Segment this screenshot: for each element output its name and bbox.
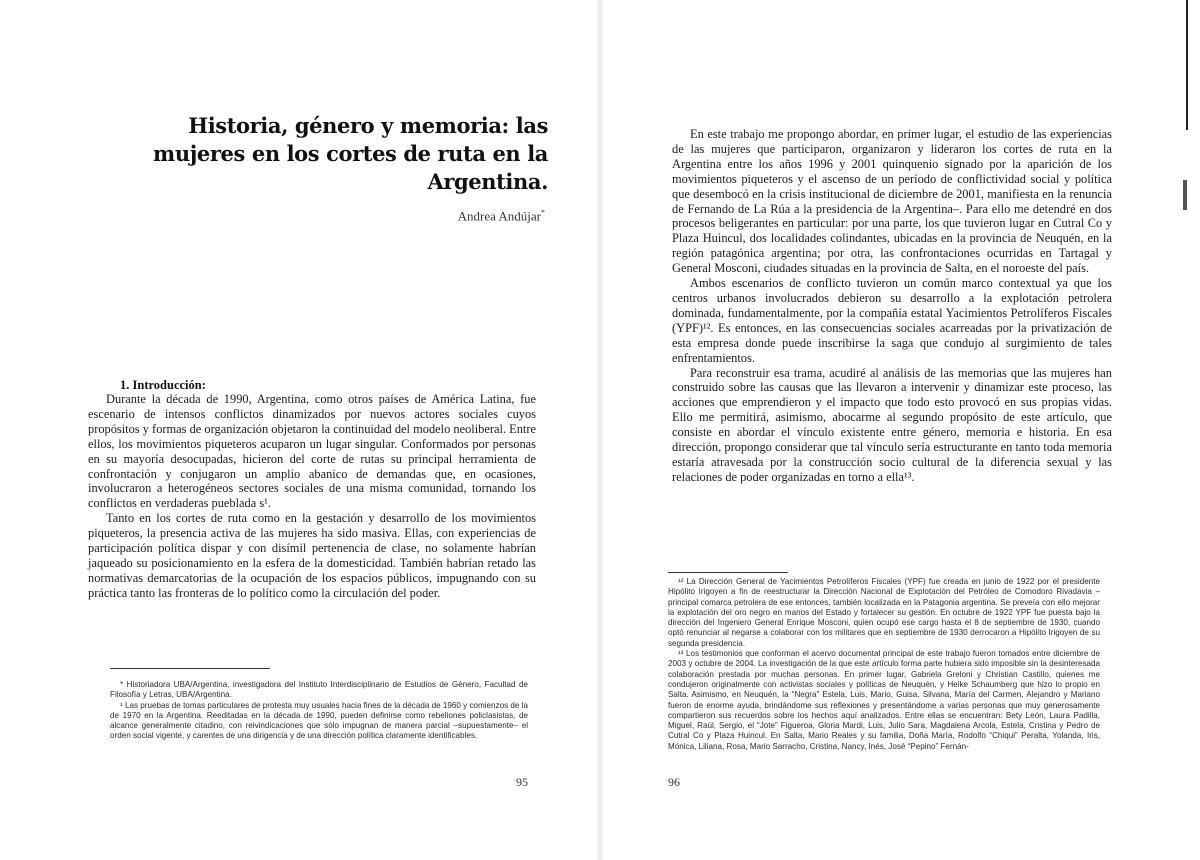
footnote-separator — [110, 668, 270, 669]
paragraph: Ambos escenarios de conflicto tuvieron un común marco contextual ya que los centros urbanos involucrados debieron su desarrollo a la explotación petrolera dominada, fundamentalmente, por la compañía estatal Yacimientos Petrolíferos Fiscales (YPF)¹². Es entonces, en las consecuencias sociales acarreadas por la privatización de esta empresa donde puede inscribirse la saga que condujo al surgimiento de tales enfrentamientos. — [672, 276, 1112, 365]
paragraph: Durante la década de 1990, Argentina, como otros países de América Latina, fue escenario de intensos conflictos dinamizados por nuevos actores sociales cuyos propósitos y formas de organización objetaron la continuidad del modelo neoliberal. Entre ellos, los movimientos piqueteros acuparon un lugar singular. Conformados por personas en su mayoría desocupadas, hicieron del corte de rutas su principal herramienta de confrontación y conjugaron un amplio abanico de demandas que, en ocasiones, involucraron a heterogéneos sectores sociales de una misma comunidad, tornando los conflictos en verdaderas pueblada s¹. — [88, 392, 536, 511]
footnote: * Historiadora UBA/Argentina, investigadora del Instituto Interdisciplinario de Estudios de Género, Facultad de Filosofía y Letras, UBA/Argentina. — [110, 680, 528, 700]
paragraph: Para reconstruir esa trama, acudiré al análisis de las memorias que las mujeres han construido sobre las causas que las llevaron a intervenir y dinamizar este proceso, las acciones que emprendieron y el impacto que todo esto provocó en sus propias vidas. Ello me permitirá, asimismo, abocarme al segundo propósito de este artículo, que consiste en abordar el vínculo existente entre género, memoria e historia. En esa dirección, propongo considerar que tal vínculo sería estructurante en tanto toda memoria estaría atravesada por la construcción socio cultural de la diferencia sexual y las relaciones de poder organizadas en torno a ella¹³. — [672, 365, 1112, 484]
footnote: ¹ Las pruebas de tomas particulares de protesta muy usuales hacia fines de la década de 1960 y comienzos de la de 1970 en la Argentina. Reeditadas en la década de 1990, pueden definirse como rebeliones policlasistas, de alcance generalmente citadino, con reivindicaciones que sólo impugnan de manera parcial –supuestamente– el orden social vigente, y carentes de una dirigencia y de una dirección política claramente identificables. — [110, 700, 528, 741]
author-name: Andrea Andújar — [457, 208, 541, 224]
footnote: ¹² La Dirección General de Yacimientos Petrolíferos Fiscales (YPF) fue creada en junio de 1922 por el presidente Hipólito Irigoyen a fin de reestructurar la Dirección Nacional de Explotación del Petróleo de Comodoro Rivadavia –principal comarca petrolera de ese entonces, también localizada en la Patagonia argentina. Se preveía con ello mejorar la explotación del oro negro en manos del Estado y fortalecer su gestión. En octubre de 1922 YPF fue puesta bajo la dirección del Ingeniero General Enrique Mosconi, quien ocupó ese cargo hasta el 8 de septiembre de 1930, cuando optó renunciar al negarse a colaborar con los militares que en septiembre de 1930 derrocaron a Hipólito Irigoyen de su segunda presidencia. — [668, 577, 1100, 648]
author-line — [380, 208, 545, 224]
left-body-text — [88, 392, 536, 601]
footnote-separator — [668, 572, 788, 573]
right-body-text — [672, 127, 1112, 485]
footnote: ¹³ Los testimonios que conforman el acervo documental principal de este trabajo fueron tomados entre diciembre de 2003 y octubre de 2004. La investigación de la que este artículo forma parte hubiera sido imposible sin la desinteresada colaboración prestada por muchas personas. En primer lugar, Gabriela Greloni y Christian Castillo, quienes me condujeron originalmente con activistas sociales y políticas de Neuquén, y Heike Schaumberg que hizo lo propio en Salta. Asimismo, en Neuquén, la “Negra” Estela, Luis, Mario, Guisa, Silvana, María del Carmen, Alejandro y Mariano fueron de enorme ayuda, brindándome sus reflexiones y presentándome a varias personas que muy generosamente compartieron sus recuerdos sobre los hechos aquí analizados. Entre ellas se encuentran: Bety León, Laura Padilla, Miguel, Raúl, Sergio, el “Jote” Figueroa, Gloria Mardi, Luis, Julio Sara, Magdalena Arcola, Estela, Cristina y Pedro de Cutral Co y Plaza Huincul. En Salta, Mario Reales y su familia, Doña María, Rodolfo “Chiqui” Peralta, Yolanda, Iris, Mónica, Liliana, Rosa, Mario Sarracho, Cristina, Nancy, Inés, José “Pepino” Fernán- — [668, 649, 1100, 751]
right-footnotes — [668, 577, 1100, 752]
article-title: Historia, género y memoria: las mujeres en los cortes de ruta en la Argentina. — [153, 113, 548, 194]
paragraph: En este trabajo me propongo abordar, en primer lugar, el estudio de las experiencias de las mujeres que participaron, organizaron y lideraron los cortes de ruta en la Argentina entre los años 1996 y 2001 quinquenio signado por la aparición de los movimientos piqueteros y el ascenso de un período de conflictividad social y política que desembocó en la crisis institucional de diciembre de 2001, manifiesta en la renuncia de Fernando de La Rúa a la presidencia de la Argentina–. Para ello me detendré en dos procesos beligerantes en particular: por una parte, los que tuvieron lugar en Cutral Co y Plaza Huincul, dos localidades colindantes, ubicadas en la provincia de Neuquén, en la región patagónica argentina; por otra, las confrontaciones ocurridas en Tartagal y General Mosconi, ciudades situadas en la provincia de Salta, en el noroeste del país. — [672, 127, 1112, 276]
section-heading: 1. Introducción: — [120, 378, 206, 392]
author-footnote-mark: * — [541, 208, 545, 217]
page-number: 96 — [668, 775, 680, 789]
scan-edge-mark — [1186, 0, 1188, 130]
scan-edge-mark — [1183, 180, 1187, 210]
left-footnotes — [110, 680, 528, 742]
paragraph: Tanto en los cortes de ruta como en la gestación y desarrollo de los movimientos piqueteros, la presencia activa de las mujeres ha sido masiva. Ellas, con experiencias de participación política dispar y con disímil pertenencia de clase, no solamente habrían jaqueado su posicionamiento en la esfera de la domesticidad. También habrían retado las normativas demarcatorias de la ocupación de los espacios públicos, impugnando con su práctica tanto las fronteras de lo político como la circulación del poder. — [88, 511, 536, 600]
page-number: 95 — [516, 775, 528, 789]
